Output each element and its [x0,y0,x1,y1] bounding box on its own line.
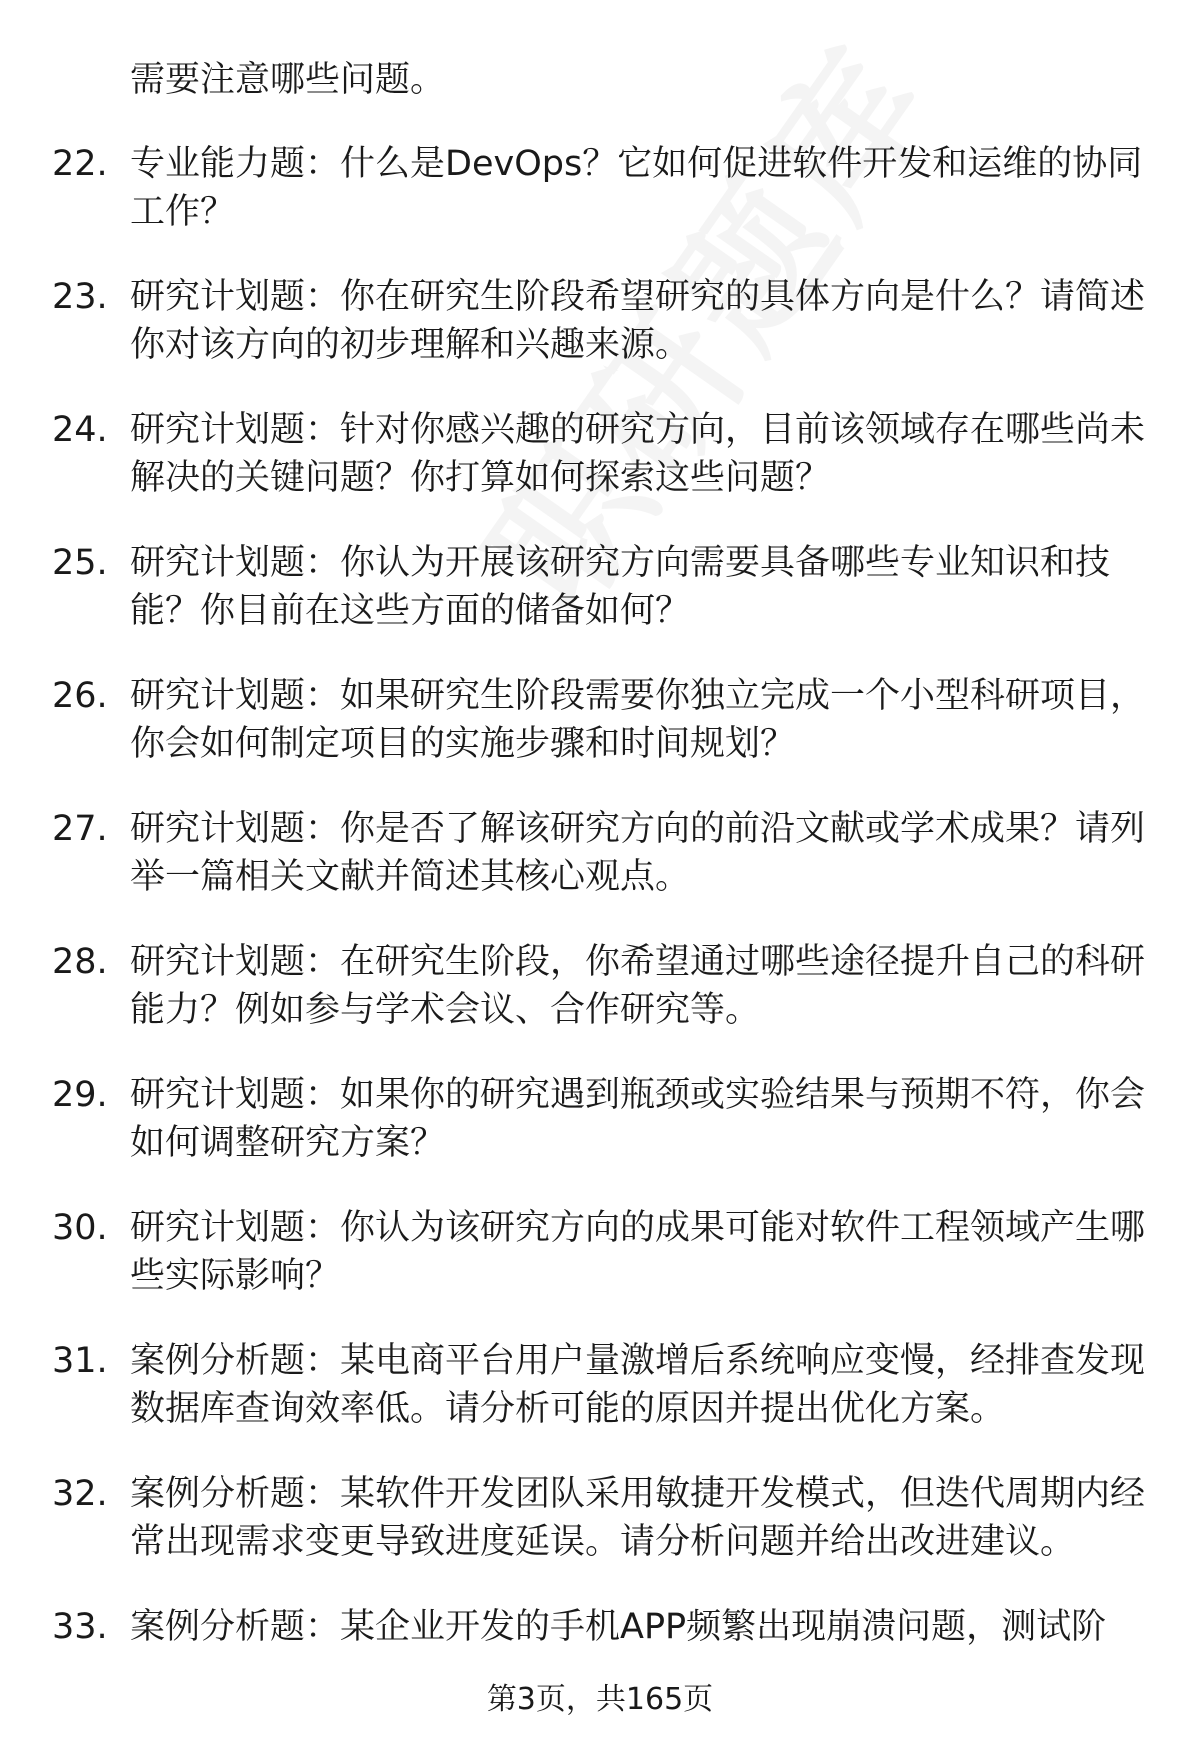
question-text: 研究计划题：在研究生阶段，你希望通过哪些途径提升自己的科研能力？例如参与学术会议、合作研究等。 [130,942,1146,1030]
question-text: 案例分析题：某企业开发的手机APP频繁出现崩溃问题，测试阶 [130,1607,1107,1647]
list-item [0,938,1200,1071]
page-number: 第3页，共165页 [486,1682,714,1717]
question-number: 23. [52,277,108,317]
question-list [0,140,1200,1736]
list-item [0,805,1200,938]
list-item [0,140,1200,273]
question-text: 研究计划题：针对你感兴趣的研究方向，目前该领域存在哪些尚未解决的关键问题？你打算如何探索这些问题？ [130,410,1146,498]
question-number: 27. [52,809,108,849]
question-number: 29. [52,1075,108,1115]
question-number: 28. [52,942,108,982]
question-number: 30. [52,1208,108,1248]
list-item [0,1204,1200,1337]
question-text: 研究计划题：你认为该研究方向的成果可能对软件工程领域产生哪些实际影响？ [130,1208,1146,1296]
list-item [0,672,1200,805]
list-item [0,273,1200,406]
list-item [0,1470,1200,1603]
question-text: 研究计划题：你认为开展该研究方向需要具备哪些专业知识和技能？你目前在这些方面的储备如何？ [130,543,1111,631]
question-number: 26. [52,676,108,716]
question-number: 32. [52,1474,108,1514]
question-text: 专业能力题：什么是DevOps？它如何促进软件开发和运维的协同工作？ [130,144,1143,232]
continued-text: 需要注意哪些问题。 [130,60,446,100]
list-item [0,539,1200,672]
list-item [0,406,1200,539]
question-number: 24. [52,410,108,450]
question-number: 22. [52,144,108,184]
question-text: 案例分析题：某软件开发团队采用敏捷开发模式，但迭代周期内经常出现需求变更导致进度延误。请分析问题并给出改进建议。 [130,1474,1146,1562]
question-number: 31. [52,1341,108,1381]
list-item [0,1337,1200,1470]
question-text: 案例分析题：某电商平台用户量激增后系统响应变慢，经排查发现数据库查询效率低。请分析可能的原因并提出优化方案。 [130,1341,1146,1429]
question-text: 研究计划题：你是否了解该研究方向的前沿文献或学术成果？请列举一篇相关文献并简述其核心观点。 [130,809,1146,897]
list-item [0,1071,1200,1204]
question-text: 研究计划题：你在研究生阶段希望研究的具体方向是什么？请简述你对该方向的初步理解和兴趣来源。 [130,277,1146,365]
question-text: 研究计划题：如果你的研究遇到瓶颈或实验结果与预期不符，你会如何调整研究方案？ [130,1075,1146,1163]
question-number: 33. [52,1607,108,1647]
question-number: 25. [52,543,108,583]
question-text: 研究计划题：如果研究生阶段需要你独立完成一个小型科研项目，你会如何制定项目的实施步骤和时间规划？ [130,676,1146,764]
